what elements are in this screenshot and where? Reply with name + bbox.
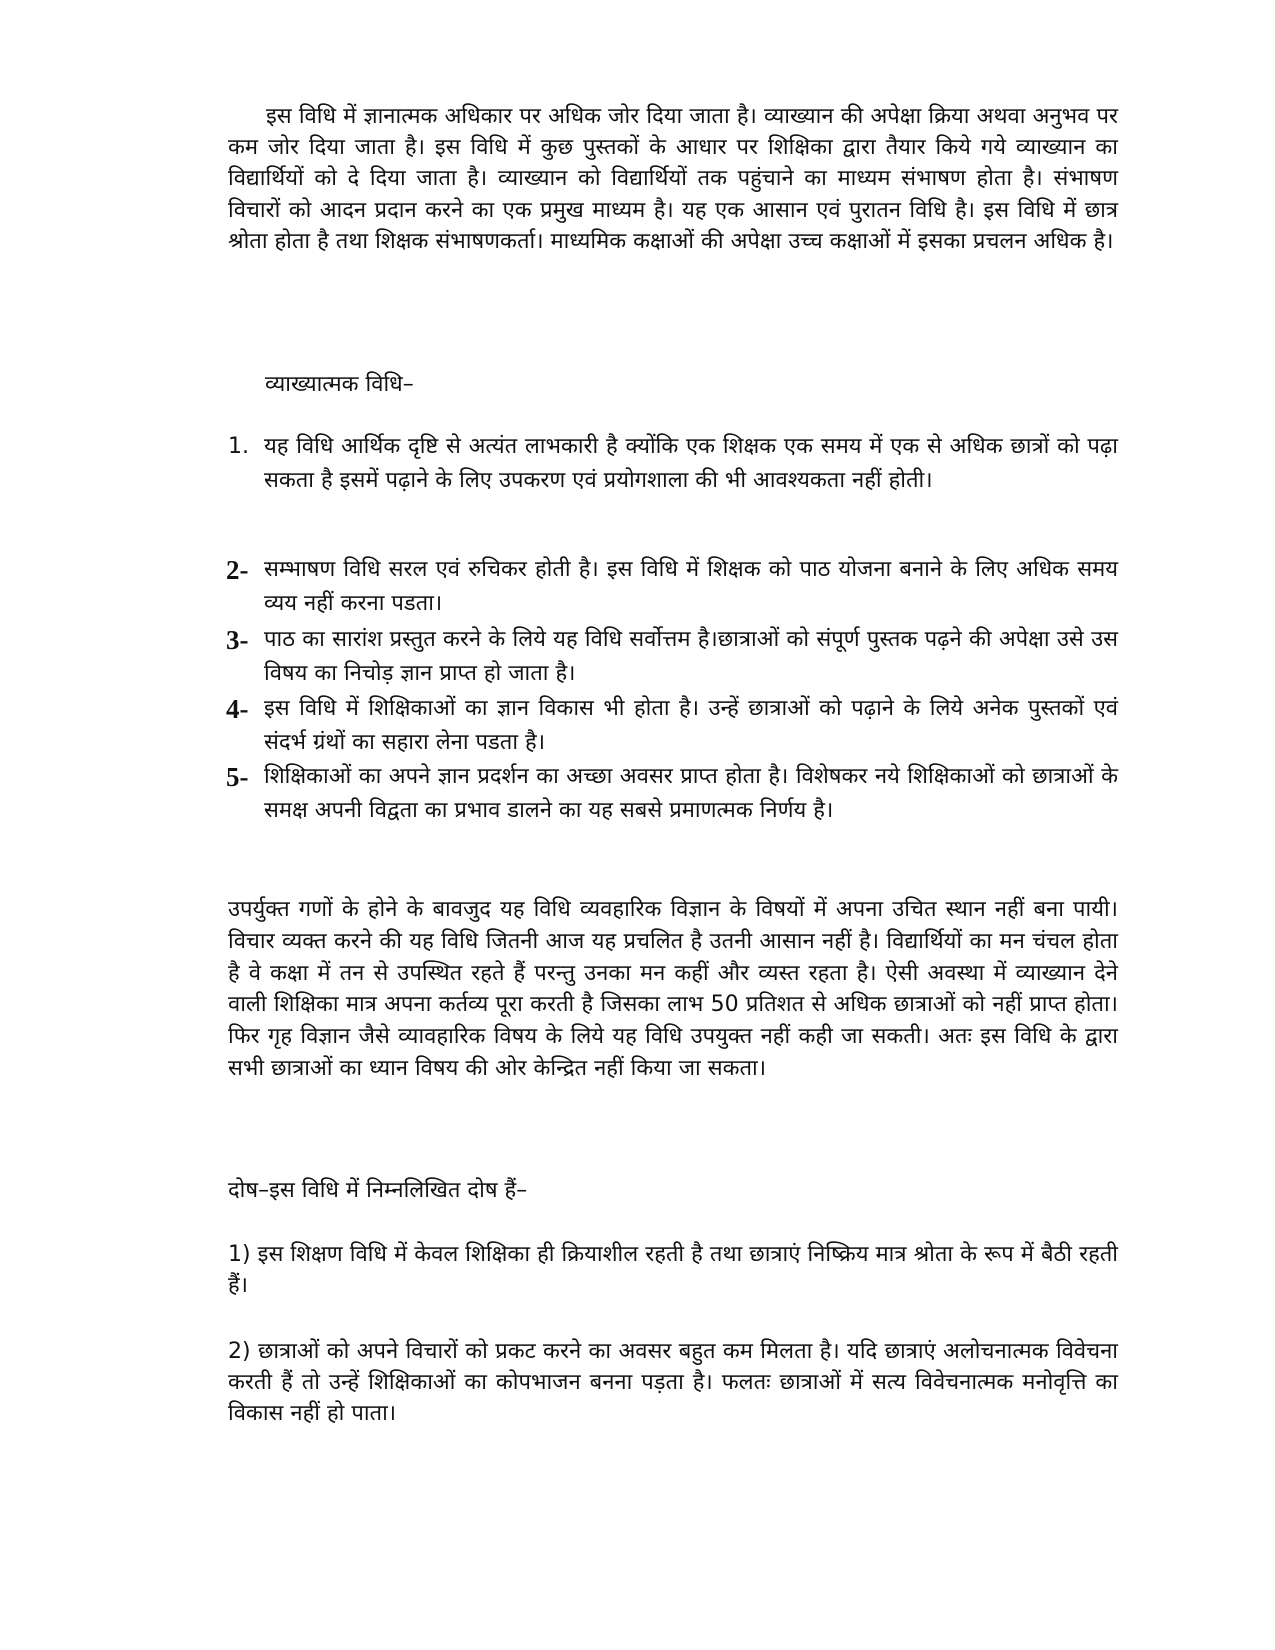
list-item-number: 1.: [228, 434, 249, 459]
summary-paragraph: उपर्युक्त गणों के होने के बावजुद यह विधि व्यवहारिक विज्ञान के विषयों में अपना उचित स्थान नहीं बना पायी। विचार व्यक्त करने की यह विधि जितनी आज यह प्रचलित है उतनी आसान नहीं है। विद्यार्थियों का मन चंचल होता है वे कक्षा में तन से उपस्थित रहते हैं परन्तु उनका मन कहीं और व्यस्त रहता है। ऐसी अवस्था में व्याख्यान देने वाली शिक्षिका मात्र अपना कर्तव्य पूरा करती है जिसका लाभ 50 प्रतिशत से अधिक छात्राओं को नहीं प्राप्त होता। फिर गृह विज्ञान जैसे व्यावहारिक विषय के लिये यह विधि उपयुक्त नहीं कही जा सकती। अतः इस विधि के द्वारा सभी छात्राओं का ध्यान विषय की ओर केन्द्रित नहीं किया जा सकता।: [228, 897, 1118, 1081]
list-item-text: यह विधि आर्थिक दृष्टि से अत्यंत लाभकारी है क्योंकि एक शिक्षक एक समय में एक से अधिक छात्रों को पढ़ा सकता है इसमें पढ़ाने के लिए उपकरण एवं प्रयोगशाला की भी आवश्यकता नहीं होती।: [264, 434, 1118, 493]
list-item-number: 3-: [226, 625, 249, 655]
list-item-text: शिक्षिकाओं का अपने ज्ञान प्रदर्शन का अच्छा अवसर प्राप्त होता है। विशेषकर नये शिक्षिकाओं को छात्राओं के समक्ष अपनी विद्वता का प्रभाव डालने का यह सबसे प्रमाणत्मक निर्णय है।: [264, 764, 1118, 823]
list-item-text: सम्भाषण विधि सरल एवं रुचिकर होती है। इस विधि में शिक्षक को पाठ योजना बनाने के लिए अधिक समय व्यय नहीं करना पडता।: [264, 557, 1118, 616]
list-item-text: पाठ का सारांश प्रस्तुत करने के लिये यह विधि सर्वोत्तम है।छात्राओं को संपूर्ण पुस्तक पढ़ने की अपेक्षा उसे उस विषय का निचोड़ ज्ञान प्राप्त हो जाता है।: [264, 627, 1118, 686]
list-item-number: 4-: [226, 694, 249, 724]
defect-item: 1) इस शिक्षण विधि में केवल शिक्षिका ही क्रियाशील रहती है तथा छात्राएं निष्क्रिय मात्र श्रोता के रूप में बैठी रहती हैं।: [228, 1242, 1118, 1299]
intro-paragraph: इस विधि में ज्ञानात्मक अधिकार पर अधिक जोर दिया जाता है। व्याख्यान की अपेक्षा क्रिया अथवा अनुभव पर कम जोर दिया जाता है। इस विधि में कुछ पुस्तकों के आधार पर शिक्षिका द्वारा तैयार किये गये व्याख्यान का विद्यार्थियों को दे दिया जाता है। व्याख्यान को विद्यार्थियों तक पहुंचाने का माध्यम संभाषण होता है। संभाषण विचारों को आदन प्रदान करने का एक प्रमुख माध्यम है। यह एक आसान एवं पुरातन विधि है। इस विधि में छात्र श्रोता होता है तथा शिक्षक संभाषणकर्ता। माध्यमिक कक्षाओं की अपेक्षा उच्च कक्षाओं में इसका प्रचलन अधिक है।: [228, 104, 1118, 254]
section-heading: व्याख्यात्मक विधि–: [265, 372, 414, 397]
list-item-text: इस विधि में शिक्षिकाओं का ज्ञान विकास भी होता है। उन्हें छात्राओं को पढ़ाने के लिये अनेक पुस्तकों एवं संदर्भ ग्रंथों का सहारा लेना पडता है।: [264, 696, 1118, 755]
defects-heading: दोष–इस विधि में निम्नलिखित दोष हैं–: [228, 1178, 528, 1203]
defect-item: 2) छात्राओं को अपने विचारों को प्रकट करने का अवसर बहुत कम मिलता है। यदि छात्राएं अलोचनात्मक विवेचना करती हैं तो उन्हें शिक्षिकाओं का कोपभाजन बनना पड़ता है। फलतः छात्राओं में सत्य विवेचनात्मक मनोवृत्ति का विकास नहीं हो पाता।: [228, 1339, 1118, 1427]
list-item-number: 2-: [226, 555, 249, 585]
list-item-number: 5-: [226, 762, 249, 792]
